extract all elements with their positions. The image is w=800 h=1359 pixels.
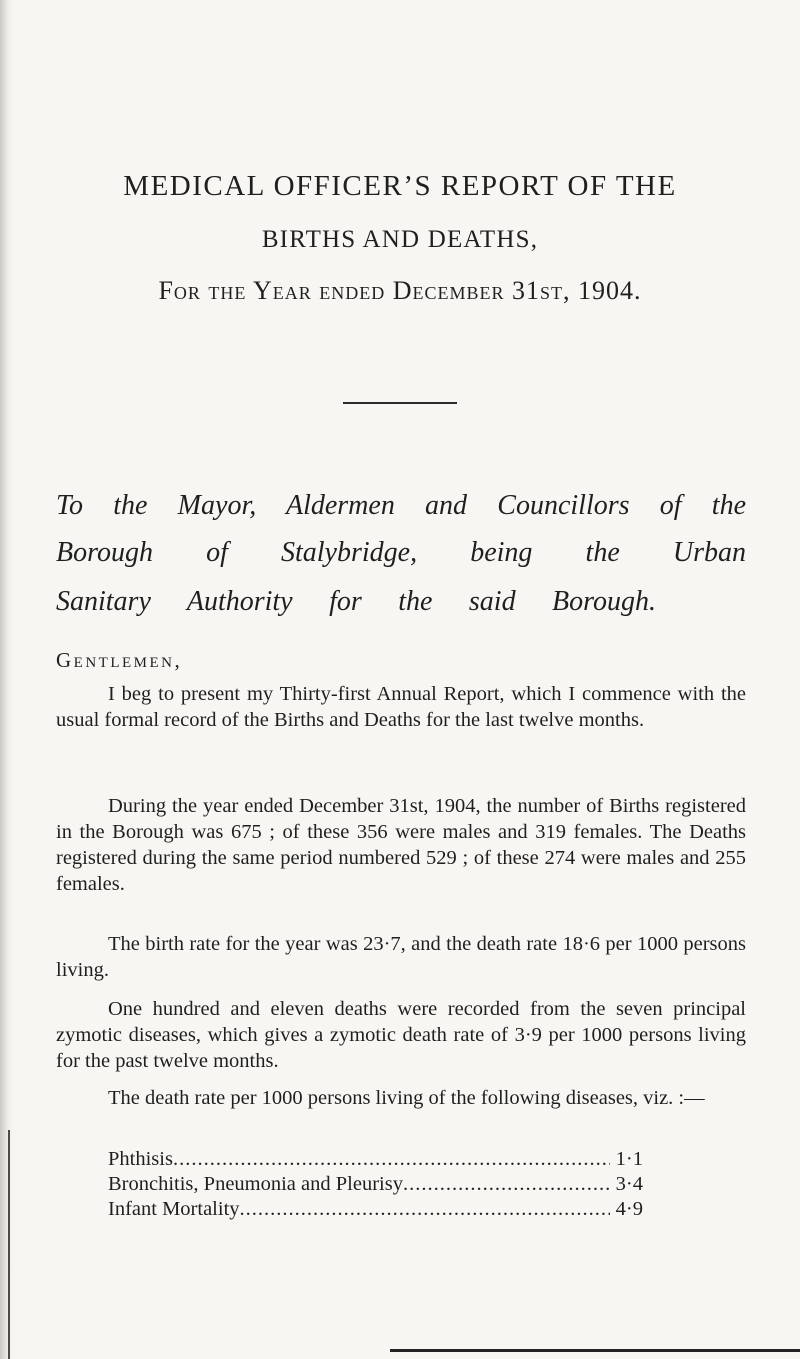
list-item: [108, 1172, 643, 1197]
address-line-1: To the Mayor, Aldermen and Councillors of the: [56, 490, 746, 521]
report-period: For the Year ended December 31st, 1904.: [158, 276, 642, 305]
dot-leader: [240, 1197, 610, 1222]
address-line-3: Sanitary Authority for the said Borough.: [56, 586, 656, 617]
disease-name: Phthisis: [108, 1148, 173, 1170]
disease-name: Infant Mortality: [108, 1198, 240, 1220]
paragraph-rates: The birth rate for the year was 23·7, and the death rate 18·6 per 1000 persons living.: [56, 933, 746, 981]
report-subtitle: BIRTHS AND DEATHS,: [261, 226, 539, 253]
bottom-rule: [390, 1349, 800, 1352]
disease-rate-list: [108, 1147, 643, 1222]
margin-rule: [8, 1130, 10, 1359]
title-divider: [343, 402, 457, 404]
paragraph-intro: I beg to present my Thirty-first Annual Report, which I commence with the usual formal record of the Births and Deaths for the last twelve months.: [56, 683, 746, 731]
paragraph-zymotic: One hundred and eleven deaths were recorded from the seven principal zymotic diseases, which gives a zymotic death rate of 3·9 per 1000 persons living for the past twelve months.: [56, 998, 746, 1072]
dot-leader: [403, 1172, 610, 1197]
list-item: [108, 1197, 643, 1222]
page-edge-shadow: [0, 0, 14, 1359]
salutation: Gentlemen,: [56, 648, 183, 672]
list-item: [108, 1147, 643, 1172]
disease-rate: 3·4: [615, 1173, 643, 1195]
disease-rate: 4·9: [615, 1198, 643, 1220]
address-line-2: Borough of Stalybridge, being the Urban: [56, 537, 746, 568]
paragraph-births-deaths: During the year ended December 31st, 1904, the number of Births registered in the Borough was 675 ; of these 356 were males and 319 females. The Deaths registered during the same period numbered 529 ; of these 274 were males and 255 females.: [56, 795, 746, 895]
dot-leader: [173, 1147, 610, 1172]
report-title: MEDICAL OFFICER’S REPORT OF THE: [123, 170, 677, 202]
paragraph-diseases: The death rate per 1000 persons living of the following diseases, viz. :—: [108, 1087, 705, 1109]
disease-rate: 1·1: [615, 1148, 643, 1170]
disease-name: Bronchitis, Pneumonia and Pleurisy: [108, 1173, 403, 1195]
